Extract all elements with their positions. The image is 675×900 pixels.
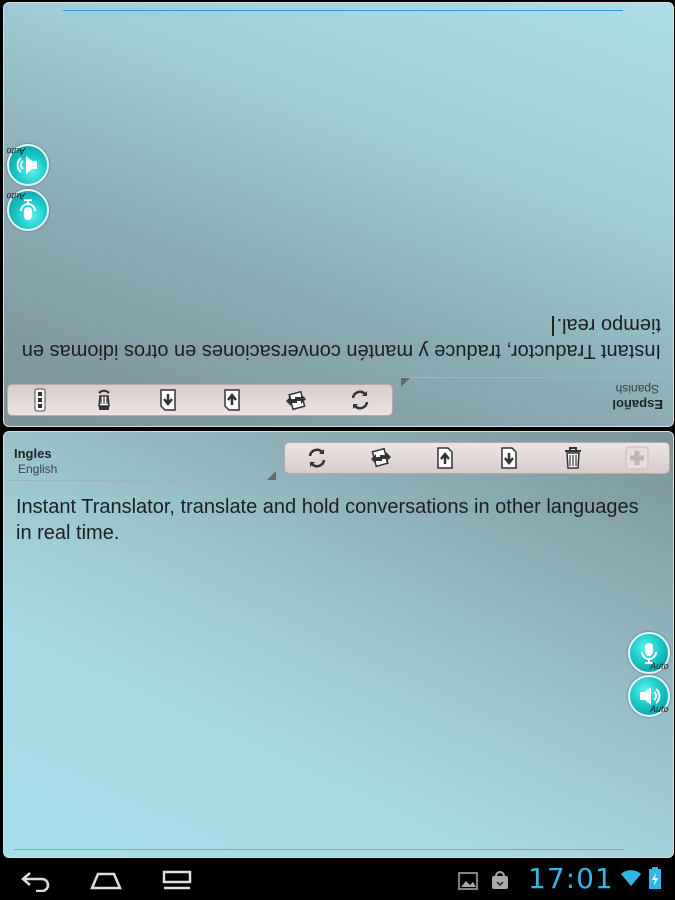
menu-icon	[27, 387, 53, 413]
english-toolbar	[284, 442, 670, 474]
download-file-icon	[496, 445, 522, 471]
text-underline	[14, 849, 624, 850]
upload-file-icon	[155, 387, 181, 413]
refresh-button[interactable]	[285, 443, 349, 473]
spanish-panel	[3, 2, 674, 427]
mic-auto-label: Auto	[650, 661, 669, 671]
english-language-selector[interactable]	[8, 438, 276, 481]
clear-text-button[interactable]	[72, 385, 136, 415]
store-notification-icon[interactable]	[490, 870, 510, 890]
home-icon[interactable]	[88, 868, 124, 892]
add-button[interactable]	[605, 443, 669, 473]
menu-button[interactable]	[8, 385, 72, 415]
download-file-icon	[219, 387, 245, 413]
spanish-pane-rotated	[4, 3, 673, 426]
english-text-output[interactable]	[16, 494, 656, 546]
swap-icon	[283, 387, 309, 413]
language-subtitle: Spanish	[615, 382, 659, 396]
trash-icon	[560, 445, 586, 471]
speaker-auto-label: Auto	[6, 146, 25, 156]
refresh-icon	[304, 445, 330, 471]
language-name: Ingles	[14, 446, 52, 461]
speaker-auto-label: Auto	[650, 704, 669, 714]
swap-languages-button[interactable]	[349, 443, 413, 473]
system-bar	[0, 860, 675, 900]
refresh-button[interactable]	[328, 385, 392, 415]
add-icon	[624, 445, 650, 471]
recent-apps-icon[interactable]	[160, 868, 194, 892]
back-icon[interactable]	[20, 868, 52, 892]
spanish-language-selector[interactable]	[401, 377, 669, 420]
dropdown-corner-icon	[267, 471, 276, 480]
dropdown-corner-icon	[401, 378, 410, 387]
mic-auto-label: Auto	[6, 191, 25, 201]
upload-button[interactable]	[136, 385, 200, 415]
language-subtitle: English	[18, 462, 58, 476]
swap-icon	[368, 445, 394, 471]
clock: 17:01	[528, 862, 614, 895]
delete-button[interactable]	[541, 443, 605, 473]
upload-button[interactable]	[413, 443, 477, 473]
text-cursor	[553, 316, 555, 336]
english-text: Instant Translator, translate and hold conversations in other languages in real time.	[16, 496, 639, 544]
swap-languages-button[interactable]	[264, 385, 328, 415]
text-underline	[63, 10, 623, 11]
battery-icon	[648, 866, 662, 890]
spanish-text: Instant Traductor, traduce y mantén conversaciones en otros idiomas en tiempo real.	[21, 314, 661, 362]
download-button[interactable]	[477, 443, 541, 473]
spanish-text-output[interactable]	[21, 312, 661, 364]
upload-file-icon	[432, 445, 458, 471]
gallery-notification-icon[interactable]	[458, 872, 478, 890]
spanish-toolbar	[7, 384, 393, 416]
wifi-icon	[620, 868, 642, 888]
download-button[interactable]	[200, 385, 264, 415]
refresh-icon	[347, 387, 373, 413]
clear-text-icon	[91, 387, 117, 413]
language-name: Español	[612, 397, 663, 412]
english-panel	[3, 431, 674, 858]
